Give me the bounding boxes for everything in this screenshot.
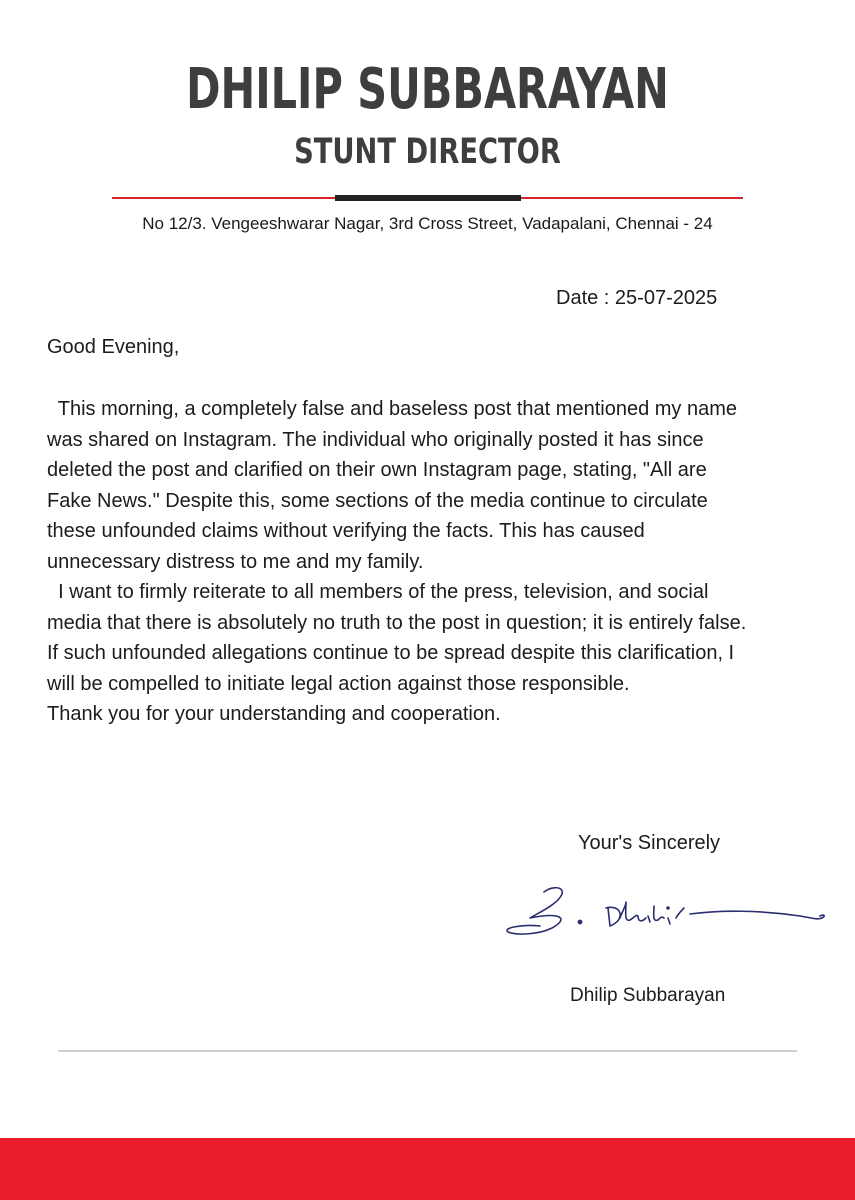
footer-divider bbox=[58, 1050, 797, 1052]
body-line: will be compelled to initiate legal action against those responsible. bbox=[47, 672, 630, 695]
signer-name: Dhilip Subbarayan bbox=[570, 985, 726, 1006]
letter-greeting: Good Evening, bbox=[47, 336, 180, 358]
body-line: I want to firmly reiterate to all members of the press, television, and social bbox=[47, 581, 709, 603]
body-line: deleted the post and clarified on their own Instagram page, stating, "All are bbox=[47, 459, 707, 481]
letterhead-role: STUNT DIRECTOR bbox=[294, 132, 561, 172]
body-line: Fake News." Despite this, some sections of the media continue to circulate bbox=[47, 489, 708, 512]
body-line: Thank you for your understanding and cooperation. bbox=[47, 703, 501, 725]
footer-band bbox=[0, 1138, 855, 1200]
body-line: these unfounded claims without verifying the facts. This has caused bbox=[47, 520, 645, 542]
body-line: unnecessary distress to me and my family. bbox=[47, 550, 424, 573]
body-line: If such unfounded allegations continue to be spread despite this clarification, I bbox=[47, 642, 735, 664]
letter-body bbox=[47, 394, 837, 730]
letter-date: Date : 25-07-2025 bbox=[556, 287, 718, 309]
letter-closing: Your's Sincerely bbox=[578, 832, 721, 854]
body-line: was shared on Instagram. The individual who originally posted it has since bbox=[47, 428, 704, 451]
handwritten-signature bbox=[500, 878, 830, 948]
letterhead-address: No 12/3. Vengeeshwarar Nagar, 3rd Cross Street, Vadapalani, Chennai - 24 bbox=[142, 214, 713, 233]
body-line: This morning, a completely false and baseless post that mentioned my name bbox=[47, 398, 737, 420]
body-line: media that there is absolutely no truth to the post in question; it is entirely false. bbox=[47, 611, 747, 634]
letterhead-name: DHILIP SUBBARAYAN bbox=[186, 57, 669, 122]
header-divider-accent bbox=[335, 195, 521, 201]
